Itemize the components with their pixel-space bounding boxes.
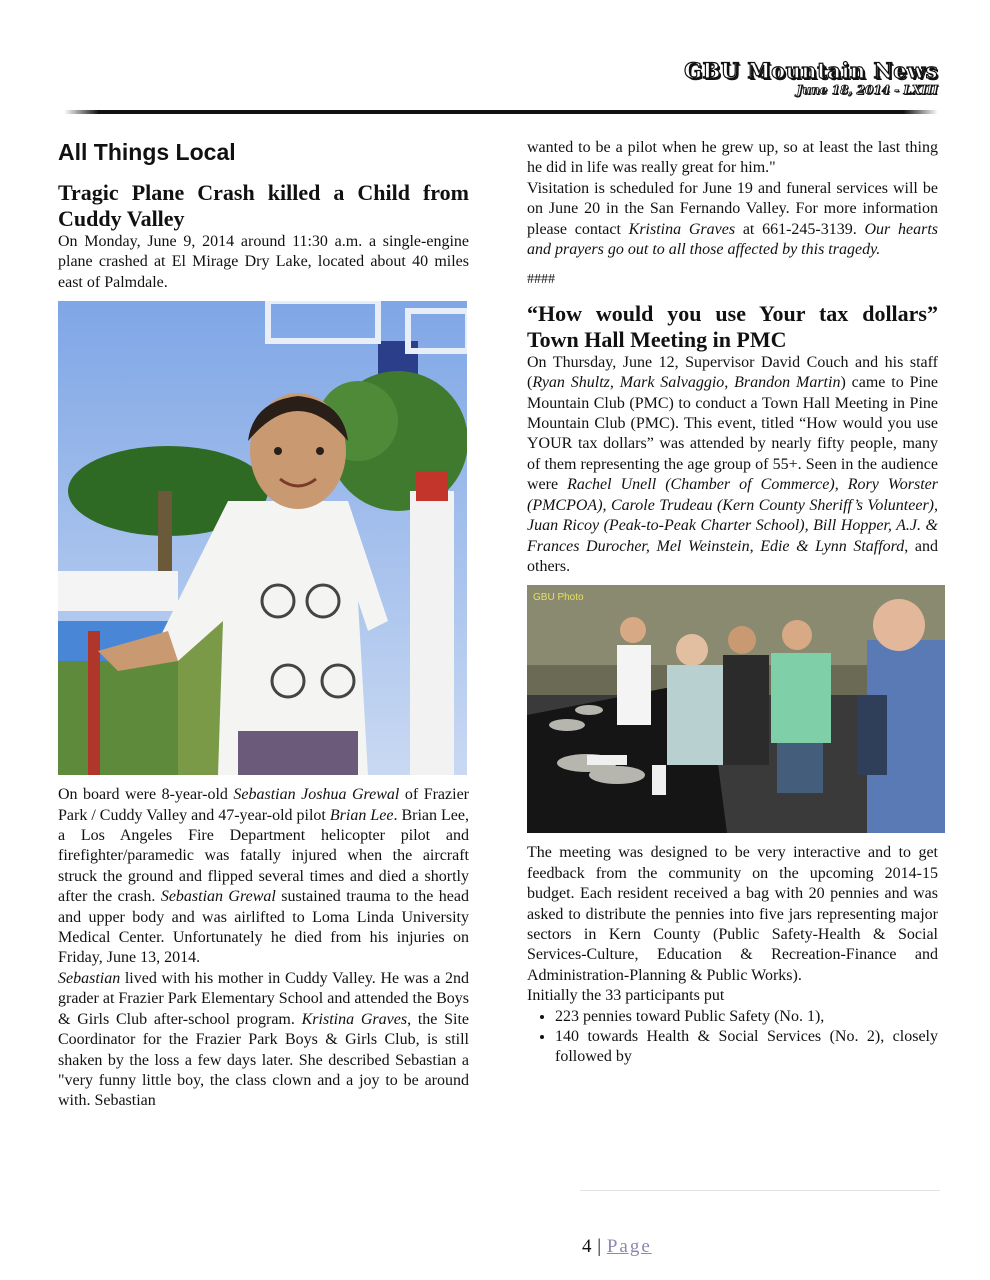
article2-paragraph-1: On Thursday, June 12, Supervisor David Couch and his staff (Ryan Shultz, Mark Salvaggio, Brandon Martin) came to Pine Mountain Club (PMC) to conduct a Town Hall Meeting in Pine Mountain Club (PMC). This event, titled “How would you use YOUR tax dollars” was attended by nearly fifty people, many of them representing the age group of 55+. Seen in the audience were Rachel Unell (Chamber of Commerce), Rory Worster (PMCPOA), Carole Trudeau (Kern County Sheriff’s Volunteer), Juan Ricoy (Peak-to-Peak Charter School), Bill Hopper, A.J. & Frances Durocher, Mel Weinstein, Edie & Lynn Stafford, and others. (527, 353, 939, 575)
left-column (58, 138, 469, 1112)
article-separator: #### (527, 272, 555, 288)
masthead (684, 60, 938, 97)
list-item: • 140 towards Health & Social Services (No. 2), closely followed by (555, 1027, 938, 1068)
article1-paragraph-5: Visitation is scheduled for June 19 and funeral services will be on June 20 in the San Fernando Valley. For more information please contact Kristina Graves at 661-245-3139. Our hearts and prayers go out to all those affected by this tragedy. (527, 179, 939, 259)
page-number: 4 (582, 1236, 592, 1257)
article1-title: Tragic Plane Crash killed a Child from Cuddy Valley (58, 180, 469, 231)
article2-paragraph-3: Initially the 33 participants put (527, 987, 725, 1005)
town-hall-photo (527, 585, 945, 833)
article2-paragraph-2: The meeting was designed to be very interactive and to get feedback from the community on the upcoming 2014-15 budget. Each resident received a bag with 20 pennies and was asked to distribute the pennies into five jars representing major sectors in Kern County (Public Safety-Health & Social Services-Culture, Education & Recreation-Finance and Administration-Planning & Public Works). (527, 844, 938, 984)
page-footer (582, 1236, 652, 1258)
list-item: • 223 pennies toward Public Safety (No. 1), (555, 1007, 938, 1027)
section-title: All Things Local (58, 139, 236, 165)
footer-rule (580, 1190, 940, 1191)
article1-paragraph-3: Sebastian lived with his mother in Cuddy Valley. He was a 2nd grader at Frazier Park Elementary School and attended the Boys & Girls Club after-school program. Kristina Graves, the Site Coordinator for the Frazier Park Boys & Girls Club, is still shaken by the loss a few days later. She described Sebastian a "very funny little boy, the class clown and a joy to be around with. Sebastian (58, 969, 470, 1110)
article1-paragraph-4: wanted to be a pilot when he grew up, so at least the last thing he did in life was really great for him." (527, 139, 938, 177)
boy-photo (58, 301, 467, 775)
article1-paragraph-1: On Monday, June 9, 2014 around 11:30 a.m. a single-engine plane crashed at El Mirage Dry Lake, located about 40 miles east of Palmdale. (58, 233, 469, 291)
right-column (527, 138, 938, 1068)
article2-title: “How would you use Your tax dollars” Town Hall Meeting in PMC (527, 300, 938, 352)
photo-credit-label: GBU Photo (533, 592, 584, 604)
pennies-list (527, 1007, 938, 1068)
newspaper-title: GBU Mountain News (684, 58, 938, 83)
footer-separator: | (592, 1236, 607, 1257)
issue-date: June 18, 2014 - LXIII (796, 83, 938, 97)
header-rule (64, 110, 938, 114)
article1-paragraph-2: On board were 8-year-old Sebastian Joshua Grewal of Frazier Park / Cuddy Valley and 47-year-old pilot Brian Lee. Brian Lee, a Los Angeles Fire Department helicopter pilot and firefighter/paramedic was fatally injured when the aircraft struck the ground and flipped several times and died a shortly after the crash. Sebastian Grewal sustained trauma to the head and upper body and was airlifted to Loma Linda University Medical Center. Unfortunately he died from his injuries on Friday, June 13, 2014. (58, 786, 470, 967)
page-link[interactable]: Page (606, 1236, 652, 1257)
